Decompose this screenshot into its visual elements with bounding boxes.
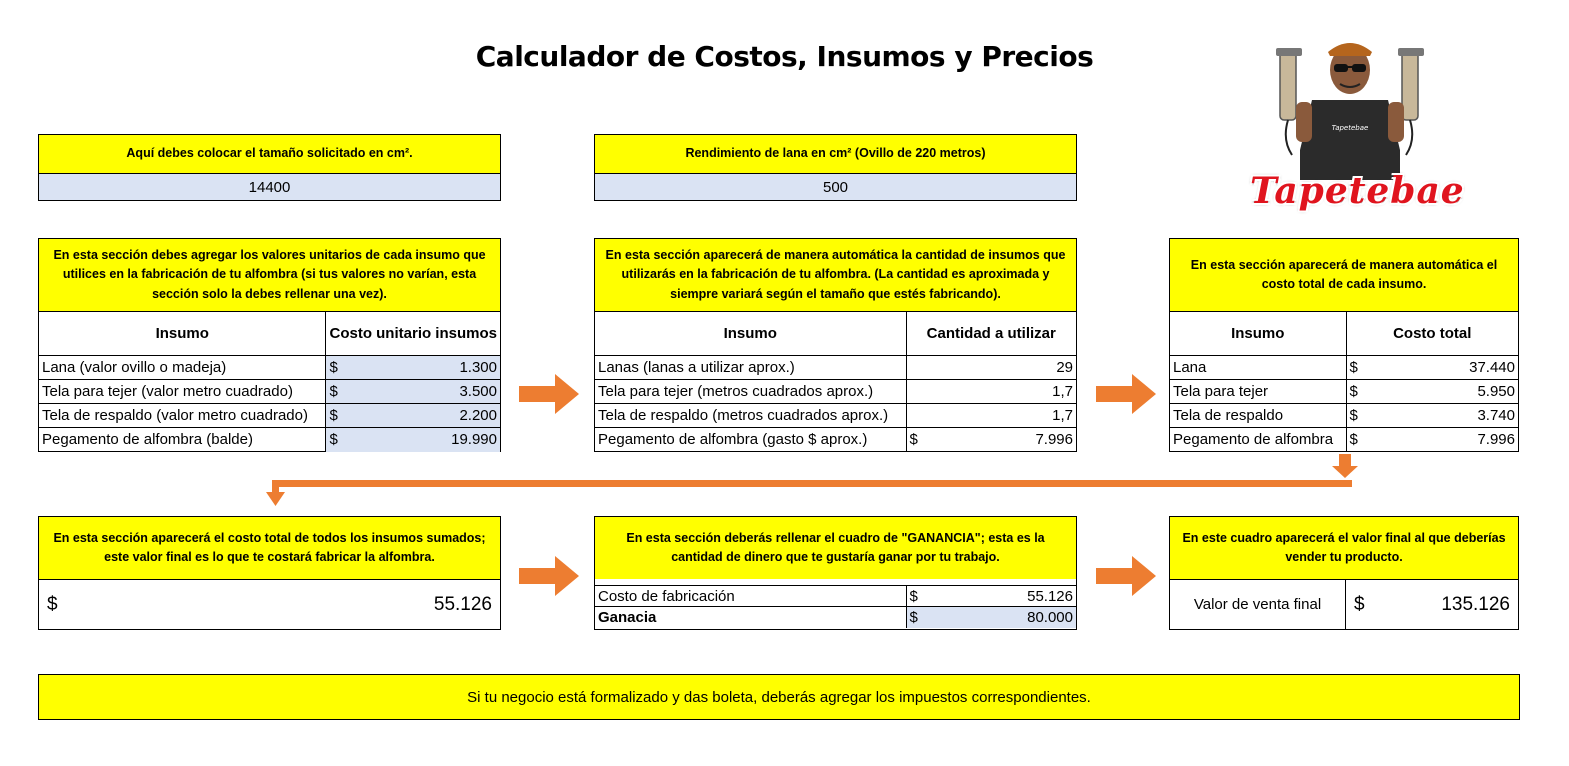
column-header: Costo total xyxy=(1346,312,1518,356)
table-row xyxy=(595,404,1076,428)
size-input[interactable]: 14400 xyxy=(39,173,500,200)
yield-input-box xyxy=(594,134,1077,201)
quantities-header: En esta sección aparecerá de manera automática la cantidad de insumos que utilizarás en la fabricación de tu alfombra. (La cantidad es aproximada y siempre variará según el tamaño que estés fabricando). xyxy=(595,239,1076,311)
connector-arrow-icon xyxy=(262,454,1362,510)
character-illustration xyxy=(1250,30,1450,180)
arrow-right-icon xyxy=(1096,556,1156,596)
table-row xyxy=(595,586,1076,607)
row-label: Lana xyxy=(1170,356,1346,380)
table-row xyxy=(39,380,500,404)
row-label: Lana (valor ovillo o madeja) xyxy=(39,356,326,380)
arrow-right-icon xyxy=(519,556,579,596)
final-price-box xyxy=(1169,516,1519,630)
total-value: $ 5.950 xyxy=(1346,380,1518,404)
column-header: Insumo xyxy=(39,312,326,356)
quantity-value: 1,7 xyxy=(906,404,1076,428)
quantities-box xyxy=(594,238,1077,452)
totals-box xyxy=(1169,238,1519,452)
row-label: Tela para tejer xyxy=(1170,380,1346,404)
table-row xyxy=(1170,380,1518,404)
table-row xyxy=(595,428,1076,452)
profit-input[interactable]: $ 80.000 xyxy=(906,607,1076,628)
row-label: Tela para tejer (valor metro cuadrado) xyxy=(39,380,326,404)
column-header: Cantidad a utilizar xyxy=(906,312,1076,356)
profit-header: En esta sección deberás rellenar el cuadro de "GANANCIA"; esta es la cantidad de dinero que te gustaría ganar por tu trabajo. xyxy=(595,517,1076,579)
profit-table xyxy=(595,585,1076,628)
total-value: $ 37.440 xyxy=(1346,356,1518,380)
table-row xyxy=(39,356,500,380)
yield-input[interactable]: 500 xyxy=(595,173,1076,200)
table-row xyxy=(1170,356,1518,380)
table-row xyxy=(39,404,500,428)
svg-text:Tapetebae: Tapetebae xyxy=(1331,124,1369,132)
unit-cost-input[interactable]: $ 2.200 xyxy=(326,404,500,428)
table-row xyxy=(1170,404,1518,428)
row-label: Costo de fabricación xyxy=(595,586,906,607)
arrow-right-icon xyxy=(1096,374,1156,414)
table-row xyxy=(595,607,1076,628)
tax-notice: Si tu negocio está formalizado y das boleta, deberás agregar los impuestos correspondientes. xyxy=(38,674,1520,720)
quantity-value: 29 xyxy=(906,356,1076,380)
sum-header: En esta sección aparecerá el costo total de todos los insumos sumados; este valor final es lo que te costará fabricar la alfombra. xyxy=(39,517,500,579)
table-row xyxy=(595,380,1076,404)
row-label: Tela de respaldo (valor metro cuadrado) xyxy=(39,404,326,428)
unit-costs-table xyxy=(39,311,500,452)
row-label: Pegamento de alfombra (balde) xyxy=(39,428,326,452)
table-row xyxy=(1170,428,1518,452)
profit-box xyxy=(594,516,1077,630)
row-label: Tela de respaldo xyxy=(1170,404,1346,428)
quantities-table xyxy=(595,311,1076,452)
quantity-value: $ 7.996 xyxy=(906,428,1076,452)
brand-logo xyxy=(1250,30,1465,212)
unit-cost-input[interactable]: $ 1.300 xyxy=(326,356,500,380)
size-input-box xyxy=(38,134,501,201)
column-header: Insumo xyxy=(1170,312,1346,356)
totals-header: En esta sección aparecerá de manera automática el costo total de cada insumo. xyxy=(1170,239,1518,311)
row-label: Tela para tejer (metros cuadrados aprox.) xyxy=(595,380,906,404)
final-label: Valor de venta final xyxy=(1170,580,1346,629)
table-row xyxy=(39,428,500,452)
yield-header: Rendimiento de lana en cm² (Ovillo de 220 metros) xyxy=(595,135,1076,173)
final-value: $ 135.126 xyxy=(1354,593,1510,615)
sum-total-value: $ 55.126 xyxy=(39,579,500,629)
sum-box xyxy=(38,516,501,630)
unit-cost-input[interactable]: $ 19.990 xyxy=(326,428,500,452)
manufacturing-cost-value: $ 55.126 xyxy=(906,586,1076,607)
totals-table xyxy=(1170,311,1518,452)
row-label: Ganacia xyxy=(595,607,906,628)
row-label: Pegamento de alfombra (gasto $ aprox.) xyxy=(595,428,906,452)
row-label: Pegamento de alfombra xyxy=(1170,428,1346,452)
total-value: $ 3.740 xyxy=(1346,404,1518,428)
unit-costs-box xyxy=(38,238,501,452)
column-header: Costo unitario insumos xyxy=(326,312,500,356)
arrow-right-icon xyxy=(519,374,579,414)
page-title: Calculador de Costos, Insumos y Precios xyxy=(475,40,1094,73)
unit-costs-header: En esta sección debes agregar los valores unitarios de cada insumo que utilices en la fabricación de tu alfombra (si tus valores no varían, esta sección solo la debes rellenar una vez). xyxy=(39,239,500,311)
column-header: Insumo xyxy=(595,312,906,356)
quantity-value: 1,7 xyxy=(906,380,1076,404)
row-label: Tela de respaldo (metros cuadrados aprox.) xyxy=(595,404,906,428)
final-header: En este cuadro aparecerá el valor final al que deberías vender tu producto. xyxy=(1170,517,1518,579)
size-header: Aquí debes colocar el tamaño solicitado en cm². xyxy=(39,135,500,173)
unit-cost-input[interactable]: $ 3.500 xyxy=(326,380,500,404)
table-row xyxy=(595,356,1076,380)
final-row xyxy=(1170,579,1518,629)
total-value: $ 7.996 xyxy=(1346,428,1518,452)
row-label: Lanas (lanas a utilizar aprox.) xyxy=(595,356,906,380)
brand-wordmark: Tapetebae xyxy=(1250,170,1465,212)
